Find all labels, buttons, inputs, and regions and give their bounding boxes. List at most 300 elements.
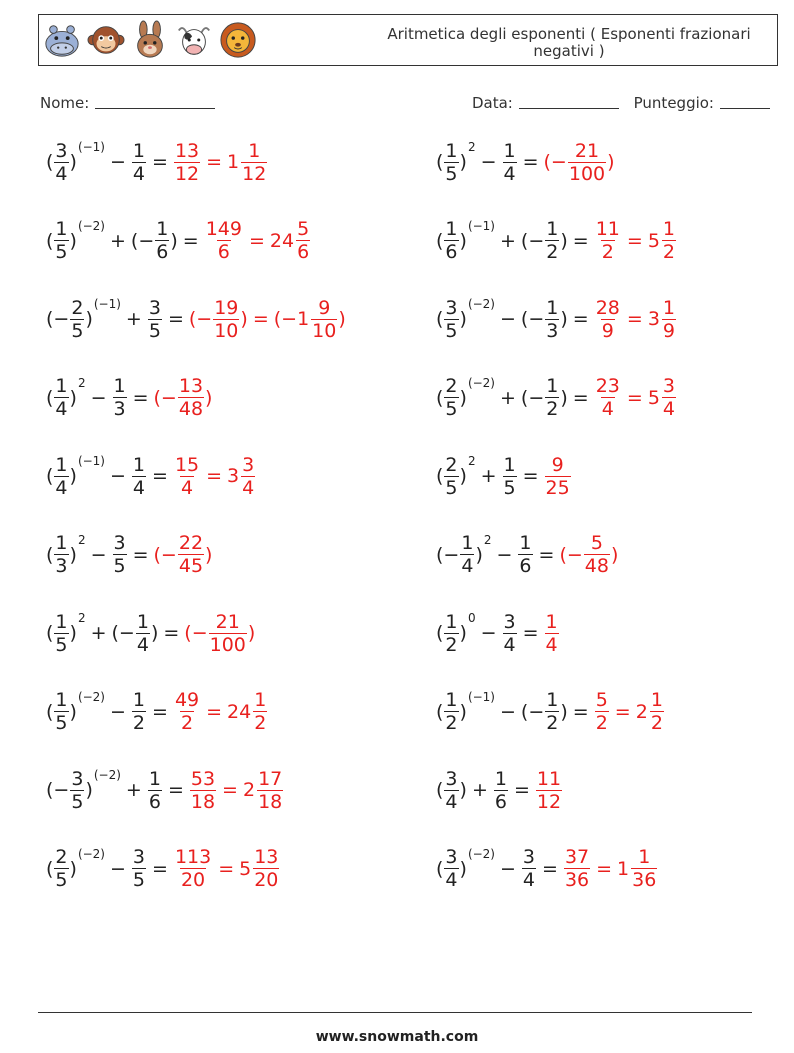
denominator: 4 (601, 398, 614, 420)
exponent: 2 (467, 454, 476, 468)
numerator: 13 (174, 139, 200, 162)
close-paren: ) (475, 543, 483, 566)
numerator: 1 (503, 453, 516, 476)
numerator: 1 (662, 296, 675, 319)
close-paren: ) (560, 229, 568, 252)
numerator: 9 (551, 453, 564, 476)
numerator: 1 (445, 689, 458, 711)
problem-item (436, 603, 560, 663)
numerator: 17 (258, 767, 283, 790)
open-paren: (− (543, 151, 567, 173)
fraction (132, 454, 146, 499)
denominator: 45 (178, 555, 204, 577)
fraction (503, 140, 517, 185)
fraction (296, 218, 310, 263)
minus-sign: − (53, 779, 70, 801)
close-paren: ) (85, 779, 93, 801)
denominator: 36 (632, 869, 657, 891)
numerator: 1 (55, 375, 68, 397)
close-paren: ) (560, 700, 568, 723)
open-paren: ( (46, 779, 54, 801)
denominator: 2 (662, 241, 675, 263)
fraction (174, 689, 200, 734)
numerator: 1 (638, 846, 651, 868)
exponent: 2 (77, 375, 86, 390)
fraction (444, 611, 458, 656)
denominator: 5 (71, 319, 84, 342)
whole-number: 3 (647, 308, 660, 330)
fraction (564, 846, 590, 891)
problem-item (46, 525, 212, 585)
problem-item (46, 682, 268, 742)
open-paren: ( (46, 465, 54, 487)
fraction (190, 768, 216, 813)
operator: = (522, 151, 539, 173)
fraction (545, 611, 559, 656)
numerator: 3 (55, 139, 68, 162)
operator: = (152, 857, 168, 880)
fraction (113, 532, 127, 577)
fraction (595, 375, 621, 420)
operator: = (167, 779, 184, 801)
fraction (70, 768, 84, 813)
denominator: 18 (258, 790, 283, 813)
exponent: (−1) (77, 454, 105, 468)
denominator: 2 (445, 712, 458, 734)
fraction (136, 611, 150, 656)
close-paren: ) (240, 308, 248, 330)
operator: = (206, 151, 223, 173)
numerator: 1 (546, 689, 559, 711)
numerator: 11 (536, 767, 562, 790)
fraction (178, 532, 204, 577)
denominator: 5 (55, 869, 68, 891)
denominator: 4 (445, 790, 458, 813)
problem-item (436, 839, 658, 899)
close-paren: ) (560, 386, 568, 409)
denominator: 6 (297, 241, 310, 263)
whole-number: 5 (647, 229, 660, 252)
close-paren: ) (205, 543, 213, 566)
fraction (148, 297, 162, 342)
minus-sign: − (138, 229, 155, 252)
fraction (54, 218, 68, 263)
numerator: 3 (132, 846, 146, 868)
denominator: 5 (71, 790, 84, 813)
score-label: Punteggio: (633, 94, 714, 112)
numerator: 1 (503, 139, 516, 162)
numerator: 2 (445, 375, 458, 397)
operator: − (480, 151, 497, 173)
denominator: 5 (445, 476, 458, 499)
operator: = (572, 229, 589, 252)
operator: = (252, 308, 269, 330)
fraction (522, 846, 536, 891)
problem-item (436, 446, 572, 506)
minus-sign: − (443, 543, 460, 566)
denominator: 4 (461, 555, 474, 577)
denominator: 5 (148, 319, 161, 342)
close-paren: ) (459, 857, 467, 880)
numerator: 21 (215, 610, 240, 633)
denominator: 48 (178, 398, 204, 420)
denominator: 20 (254, 869, 279, 891)
open-paren: ( (46, 857, 54, 880)
numerator: 1 (254, 689, 267, 711)
close-paren: ) (69, 622, 77, 644)
operator: − (500, 308, 516, 330)
close-paren: ) (459, 229, 467, 252)
fraction (444, 218, 458, 263)
denominator: 12 (174, 162, 200, 185)
fraction (662, 375, 676, 420)
problem-item (46, 289, 346, 349)
numerator: 19 (214, 296, 239, 319)
close-paren: ) (69, 465, 77, 487)
open-paren: ( (46, 543, 54, 566)
operator: = (513, 779, 530, 801)
numerator: 1 (55, 610, 68, 633)
operator: + (90, 622, 107, 644)
fraction (444, 375, 458, 420)
operator: = (132, 386, 149, 409)
open-paren: ( (46, 622, 54, 644)
denominator: 4 (136, 633, 149, 656)
open-paren: ( (130, 229, 139, 252)
open-paren: ( (436, 308, 444, 330)
operator: + (500, 386, 516, 409)
operator: = (163, 622, 180, 644)
open-paren: ( (46, 151, 54, 173)
operator: − (496, 543, 513, 566)
operator: = (572, 386, 589, 409)
fraction (568, 140, 606, 185)
numerator: 2 (55, 846, 68, 868)
denominator: 20 (180, 869, 206, 891)
fraction (54, 689, 68, 734)
worksheet-title: Aritmetica degli esponenti ( Esponenti frazionari negativi ) (387, 25, 751, 60)
fraction (113, 375, 127, 420)
operator: − (480, 622, 497, 644)
close-paren: ) (150, 622, 159, 644)
minus-sign: − (528, 229, 545, 252)
operator: = (626, 229, 643, 252)
close-paren: ) (560, 308, 568, 330)
fraction (444, 297, 458, 342)
operator: = (152, 151, 168, 173)
open-paren: ( (520, 308, 529, 330)
numerator: 3 (662, 375, 675, 397)
numerator: 23 (595, 375, 620, 397)
operator: = (522, 465, 539, 487)
whole-number: 2 (635, 700, 648, 723)
numerator: 11 (595, 218, 620, 240)
open-paren: ( (436, 465, 444, 487)
denominator: 2 (254, 712, 267, 734)
denominator: 25 (545, 476, 570, 499)
close-paren: ) (170, 229, 178, 252)
fraction (662, 218, 676, 263)
numerator: 9 (318, 296, 331, 319)
numerator: 1 (461, 532, 474, 554)
numerator: 1 (132, 139, 146, 162)
footer-divider (38, 1012, 752, 1013)
numerator: 1 (55, 218, 68, 240)
operator: − (110, 151, 126, 173)
denominator: 4 (662, 398, 675, 420)
fraction (494, 768, 508, 813)
numerator: 1 (248, 139, 261, 162)
denominator: 4 (55, 162, 68, 185)
whole-number: 1 (617, 857, 630, 880)
operator: = (248, 229, 265, 252)
fraction (662, 297, 676, 342)
numerator: 1 (55, 532, 68, 554)
numerator: 13 (178, 375, 204, 397)
exponent: 2 (77, 532, 86, 547)
denominator: 18 (190, 790, 216, 813)
problem-item (46, 446, 256, 506)
denominator: 5 (132, 869, 146, 891)
fraction (148, 768, 162, 813)
whole-number: 5 (239, 857, 252, 880)
numerator: 1 (55, 689, 68, 711)
numerator: 1 (545, 610, 558, 633)
operator: = (614, 700, 631, 723)
operator: = (596, 857, 613, 880)
problem-item (46, 211, 311, 271)
operator: = (222, 779, 238, 801)
open-paren: ( (520, 229, 529, 252)
exponent: (−2) (77, 689, 105, 704)
open-paren: (− (188, 308, 213, 330)
problem-item (46, 603, 255, 663)
denominator: 4 (180, 476, 194, 499)
open-paren: ( (436, 229, 444, 252)
denominator: 4 (503, 633, 516, 656)
denominator: 4 (503, 162, 516, 185)
fraction (70, 297, 84, 342)
exponent: 2 (467, 140, 476, 154)
problem-item (436, 760, 563, 820)
operator: = (152, 465, 168, 487)
close-paren: ) (69, 857, 77, 880)
fraction (257, 768, 283, 813)
denominator: 5 (113, 555, 126, 577)
operator: = (132, 543, 149, 566)
problem-item (46, 760, 284, 820)
numerator: 1 (650, 689, 663, 711)
minus-sign: − (528, 308, 545, 330)
denominator: 5 (55, 241, 68, 263)
date-label: Data: (471, 94, 513, 112)
numerator: 3 (522, 846, 536, 868)
fraction (503, 454, 517, 499)
exponent: 2 (77, 611, 86, 625)
denominator: 48 (584, 555, 609, 577)
fraction (595, 689, 609, 734)
fraction (631, 846, 657, 891)
name-label: Nome: (40, 94, 90, 112)
operator: = (538, 543, 555, 566)
denominator: 3 (55, 555, 68, 577)
fraction (178, 375, 204, 420)
fraction (444, 768, 458, 813)
fraction (54, 846, 68, 891)
minus-sign: − (528, 386, 545, 409)
numerator: 3 (445, 846, 458, 868)
operator: − (90, 386, 107, 409)
close-paren: ) (69, 229, 77, 252)
denominator: 6 (494, 790, 507, 813)
close-paren: ) (69, 386, 77, 409)
exponent: (−2) (77, 218, 105, 233)
denominator: 4 (132, 162, 146, 185)
numerator: 1 (113, 375, 126, 397)
fraction (132, 846, 146, 891)
fraction (650, 689, 664, 734)
fraction (503, 611, 517, 656)
whole-number: 24 (227, 700, 252, 723)
whole-number: 1 (227, 151, 240, 173)
numerator: 113 (174, 846, 212, 868)
fraction (54, 375, 68, 420)
numerator: 1 (445, 139, 458, 162)
operator: = (572, 308, 589, 330)
operator: = (572, 700, 589, 723)
numerator: 5 (595, 689, 608, 711)
numerator: 37 (564, 846, 590, 868)
exponent: (−2) (77, 846, 105, 861)
exponent: 2 (483, 532, 492, 547)
denominator: 2 (546, 241, 559, 263)
close-paren: ) (69, 151, 77, 173)
numerator: 5 (590, 532, 603, 554)
fraction (205, 218, 243, 263)
minus-sign: − (53, 308, 70, 330)
fraction (595, 297, 621, 342)
denominator: 4 (445, 869, 458, 891)
numerator: 1 (546, 375, 559, 397)
denominator: 4 (242, 476, 255, 499)
operator: = (206, 700, 223, 723)
numerator: 15 (174, 453, 200, 476)
denominator: 3 (546, 319, 559, 342)
numerator: 2 (71, 296, 84, 319)
denominator: 2 (546, 712, 559, 734)
exponent: (−1) (93, 297, 121, 311)
whole-number: 1 (297, 308, 310, 330)
denominator: 5 (503, 476, 516, 499)
exponent: (−2) (467, 375, 495, 390)
operator: − (90, 543, 107, 566)
fraction (213, 297, 239, 342)
close-paren: ) (459, 622, 467, 644)
denominator: 5 (55, 712, 68, 734)
close-paren: ) (459, 779, 467, 801)
denominator: 5 (445, 398, 458, 420)
fraction (174, 454, 200, 499)
fraction (241, 140, 267, 185)
denominator: 36 (564, 869, 590, 891)
fraction (545, 297, 559, 342)
fraction (595, 218, 621, 263)
exponent: 0 (467, 611, 476, 625)
denominator: 2 (650, 712, 663, 734)
open-paren: ( (436, 151, 444, 173)
fraction (174, 140, 200, 185)
operator: + (125, 779, 142, 801)
numerator: 1 (156, 218, 169, 240)
fraction (253, 846, 279, 891)
denominator: 4 (522, 869, 536, 891)
operator: = (152, 700, 168, 723)
numerator: 1 (132, 453, 146, 476)
operator: − (110, 857, 126, 880)
open-paren: ( (436, 700, 444, 723)
denominator: 2 (445, 633, 458, 656)
close-paren: ) (205, 386, 213, 409)
fraction (132, 140, 146, 185)
operator: = (182, 229, 199, 252)
fraction (444, 454, 458, 499)
fraction (518, 532, 532, 577)
open-paren: ( (46, 700, 54, 723)
close-paren: ) (459, 465, 467, 487)
denominator: 5 (445, 319, 458, 342)
open-paren: ( (46, 386, 54, 409)
fraction (545, 454, 571, 499)
exponent: (−2) (467, 846, 495, 861)
denominator: 10 (312, 319, 337, 342)
fraction (253, 689, 267, 734)
fraction (444, 846, 458, 891)
exponent: (−1) (77, 140, 105, 154)
denominator: 2 (546, 398, 559, 420)
problem-item (436, 211, 677, 271)
close-paren: ) (247, 622, 256, 644)
open-paren: ( (46, 229, 54, 252)
open-paren: (− (184, 622, 208, 644)
fraction (209, 611, 247, 656)
denominator: 4 (55, 398, 68, 420)
numerator: 3 (445, 767, 458, 790)
close-paren: ) (459, 700, 467, 723)
open-paren: ( (111, 622, 119, 644)
operator: = (206, 465, 223, 487)
whole-number: 2 (242, 779, 256, 801)
minus-sign: − (528, 700, 545, 723)
fraction (545, 375, 559, 420)
numerator: 49 (174, 689, 200, 711)
operator: = (218, 857, 235, 880)
close-paren: ) (85, 308, 93, 330)
open-paren: (− (153, 386, 177, 409)
problem-item (46, 132, 268, 192)
fraction (545, 218, 559, 263)
denominator: 10 (214, 319, 239, 342)
fraction (54, 454, 68, 499)
exponent: (−1) (467, 218, 495, 233)
denominator: 2 (595, 712, 608, 734)
problem-item (436, 132, 615, 192)
denominator: 4 (55, 476, 68, 499)
numerator: 1 (546, 218, 559, 240)
numerator: 3 (71, 767, 84, 790)
denominator: 100 (209, 633, 246, 656)
fraction (536, 768, 562, 813)
minus-sign: − (118, 622, 135, 644)
